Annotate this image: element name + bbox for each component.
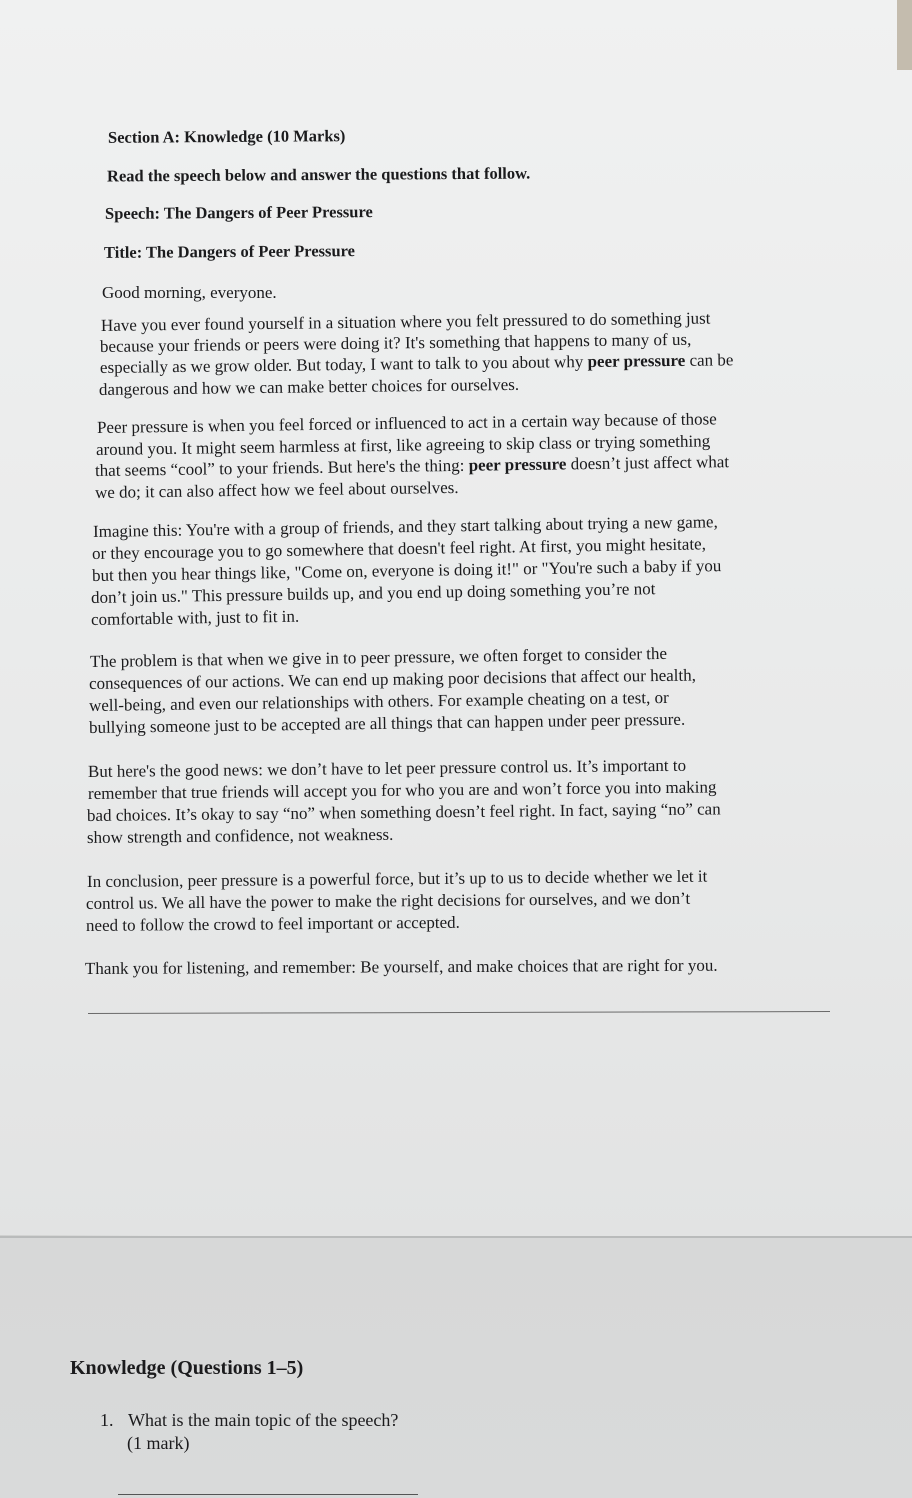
title-label: Title: The Dangers of Peer Pressure <box>103 241 356 262</box>
section-title: Section A: Knowledge (10 Marks) <box>107 126 346 147</box>
paragraph-line: or they encourage you to go somewhere that doesn't feel right. At first, you might hesitate, <box>91 534 707 563</box>
line-text: doesn’t just affect what <box>566 452 730 474</box>
paragraph-line: but then you hear things like, "Come on, everyone is doing it!" or "You're such a baby if you <box>91 556 722 585</box>
paragraph-line: comfortable with, just to fit in. <box>90 606 300 629</box>
paragraph-line: around you. It might seem harmless at first, like agreeing to skip class or trying something <box>95 431 711 459</box>
paragraph-line: control us. We all have the power to make the right decisions for ourselves, and we don’t <box>85 888 691 913</box>
paragraph-line: show strength and confidence, not weakness. <box>86 824 394 847</box>
speech-closing: Thank you for listening, and remember: Be yourself, and make choices that are right for you. <box>84 955 718 978</box>
paragraph-line: Peer pressure is when you feel forced or influenced to act in a certain way because of those <box>96 409 717 437</box>
paragraph-line: Have you ever found yourself in a situation where you felt pressured to do something just <box>100 308 711 335</box>
paragraph-line: well-being, and even our relationships with others. For example cheating on a test, or <box>88 687 669 715</box>
paragraph-line: need to follow the crowd to feel important or accepted. <box>85 912 460 935</box>
instruction-text: Read the speech below and answer the questions that follow. <box>106 163 531 186</box>
paragraph-line: don’t join us." This pressure builds up, and you end up doing something you’re not <box>90 579 656 607</box>
question-text: What is the main topic of the speech? <box>128 1410 399 1430</box>
paragraph-line: bullying someone just to be accepted are all things that can happen under peer pressure. <box>88 709 686 737</box>
paragraph-line: Imagine this: You're with a group of friends, and they start talking about trying a new game, <box>92 512 718 541</box>
line-text: especially as we grow older. But today, I want to talk to you about why <box>99 352 588 377</box>
paragraph-line: In conclusion, peer pressure is a powerful force, but it’s up to us to decide whether we let it <box>86 866 708 891</box>
questions-section-title: Knowledge (Questions 1–5) <box>70 1357 304 1379</box>
line-text: that seems “cool” to your friends. But here's the thing: <box>94 455 469 480</box>
paragraph-line: The problem is that when we give in to peer pressure, we often forget to consider the <box>89 643 668 671</box>
background-surface <box>897 0 912 70</box>
paragraph-line: But here's the good news: we don’t have to let peer pressure control us. It’s important to <box>87 755 687 781</box>
emphasis-peer-pressure: peer pressure <box>468 454 567 475</box>
paragraph-line: consequences of our actions. We can end up making poor decisions that affect our health, <box>88 665 697 693</box>
question-marks: (1 mark) <box>127 1433 190 1453</box>
paragraph-line: bad choices. It’s okay to say “no” when something doesn’t feel right. In fact, saying “no” can <box>86 799 721 825</box>
paragraph-line: we do; it can also affect how we feel about ourselves. <box>94 477 459 502</box>
paragraph-line: because your friends or peers were doing it? It's something that happens to many of us, <box>99 329 692 356</box>
question-number: 1. <box>100 1410 114 1430</box>
speech-greeting: Good morning, everyone. <box>102 283 277 302</box>
paragraph-line: dangerous and how we can make better choices for ourselves. <box>98 374 520 399</box>
speech-label: Speech: The Dangers of Peer Pressure <box>104 202 373 223</box>
paragraph-line: remember that true friends will accept you for who you are and won’t force you into making <box>87 777 717 803</box>
line-text: can be <box>685 350 734 370</box>
emphasis-peer-pressure: peer pressure <box>587 350 686 372</box>
answer-line[interactable] <box>118 1494 418 1495</box>
